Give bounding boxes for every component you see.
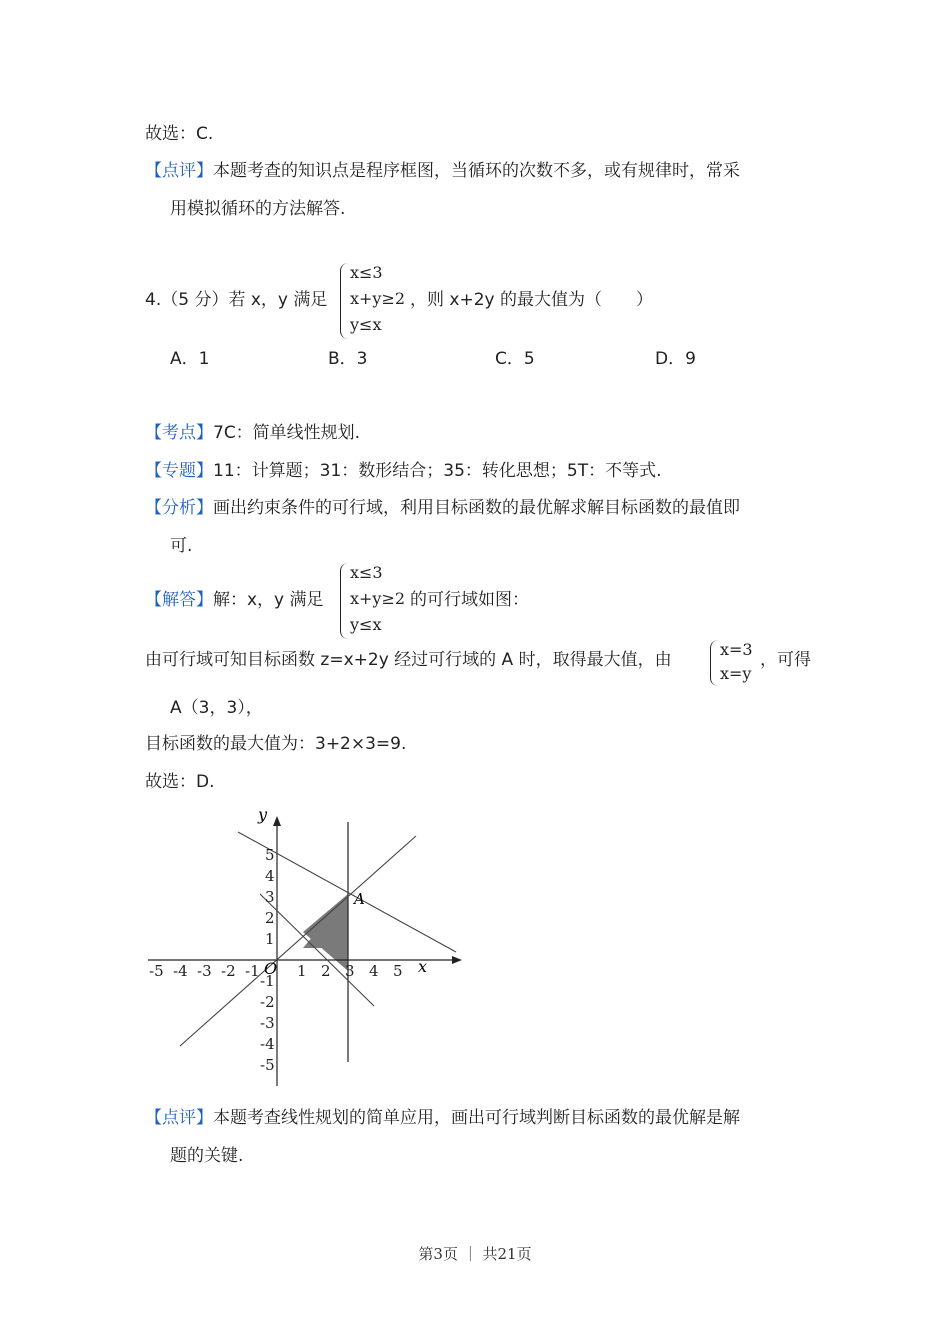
y-tick-label: -4 xyxy=(260,1035,275,1053)
option-c: C．5 xyxy=(495,349,535,369)
y-axis-label: y xyxy=(258,805,268,824)
prev-answer: 故选：C. xyxy=(145,124,214,144)
x-tick-label: 3 xyxy=(345,962,355,980)
constraint-2: x+y≥2 xyxy=(350,289,406,308)
y-tick-label: -2 xyxy=(260,993,275,1011)
constraint-3: y≤x xyxy=(350,315,382,334)
fenxi-cont: 可. xyxy=(170,536,193,556)
jieda-post: 的可行域如图： xyxy=(410,590,529,610)
constraint-1: x≤3 xyxy=(350,563,383,582)
solution-system2 xyxy=(710,640,760,686)
zhuanti-text: 11：计算题；31：数形结合；35：转化思想；5T：不等式. xyxy=(213,461,662,481)
equation-2: x=y xyxy=(720,664,752,683)
question-constraint-system xyxy=(340,263,410,339)
equation-1: x=3 xyxy=(720,640,753,659)
kaodian xyxy=(145,421,360,445)
point-a-label: A xyxy=(354,890,365,908)
origin-label: O xyxy=(264,959,278,978)
prev-review-cont: 用模拟循环的方法解答. xyxy=(170,199,346,219)
x-tick-label: -5 xyxy=(149,962,164,980)
kaodian-text: 7C：简单线性规划. xyxy=(213,423,361,443)
line-y-eq-x xyxy=(180,836,416,1046)
option-a: A．1 xyxy=(170,349,210,369)
y-tick-label: 4 xyxy=(265,867,275,885)
solution-line3: A（3，3）， xyxy=(170,698,263,718)
jieda xyxy=(145,588,324,612)
x-axis-label: x xyxy=(418,957,428,976)
constraint-3: y≤x xyxy=(350,615,382,634)
y-tick-label: -5 xyxy=(260,1056,275,1074)
y-tick-label: 1 xyxy=(265,930,275,948)
brace xyxy=(340,263,349,339)
constraint-2: x+y≥2 xyxy=(350,589,406,608)
y-tick-label: 3 xyxy=(265,888,275,906)
fenxi xyxy=(145,496,740,520)
y-tick-label: -1 xyxy=(260,972,275,990)
solution-constraint-system xyxy=(340,563,410,639)
review-cont: 题的关键. xyxy=(170,1146,244,1166)
page-footer: 第3页 ｜ 共21页 xyxy=(418,1245,532,1263)
x-axis-arrow xyxy=(452,956,462,964)
kaodian-tag: 【考点】 xyxy=(145,423,213,443)
x-tick-label: 2 xyxy=(321,962,331,980)
question-prefix: 4.（5 分）若 x，y 满足 xyxy=(145,290,328,310)
y-tick-label: -3 xyxy=(260,1014,275,1032)
question-suffix: ，则 x+2y 的最大值为（ ） xyxy=(410,290,653,310)
y-tick-label: 5 xyxy=(265,846,275,864)
solution-line4: 目标函数的最大值为：3+2×3=9. xyxy=(145,734,407,754)
solution-line2-post: ，可得 xyxy=(760,650,811,670)
x-tick-label: -1 xyxy=(245,962,260,980)
jieda-tag: 【解答】 xyxy=(145,590,213,610)
review-text: 本题考查的知识点是程序框图，当循环的次数不多，或有规律时，常采 xyxy=(213,161,740,181)
x-tick-label: -2 xyxy=(221,962,236,980)
fenxi-tag: 【分析】 xyxy=(145,498,213,518)
option-d: D．9 xyxy=(655,349,696,369)
x-tick-label: -4 xyxy=(173,962,188,980)
x-tick-label: 5 xyxy=(393,962,403,980)
y-tick-label: 2 xyxy=(265,909,275,927)
brace xyxy=(340,563,349,639)
option-b: B．3 xyxy=(328,349,368,369)
solution-line5: 故选：D. xyxy=(145,772,215,792)
solution-line2: 由可行域可知目标函数 z=x+2y 经过可行域的 A 时，取得最大值，由 xyxy=(145,650,672,670)
zhuanti xyxy=(145,459,662,483)
jieda-pre: 解：x，y 满足 xyxy=(213,590,324,610)
review xyxy=(145,1106,740,1130)
zhuanti-tag: 【专题】 xyxy=(145,461,213,481)
y-axis-arrow xyxy=(273,816,281,826)
brace xyxy=(710,640,719,686)
prev-review xyxy=(145,159,740,183)
constraint-1: x≤3 xyxy=(350,263,383,282)
review-text: 本题考查线性规划的简单应用，画出可行域判断目标函数的最优解是解 xyxy=(213,1108,740,1128)
fenxi-text: 画出约束条件的可行域，利用目标函数的最优解求解目标函数的最值即 xyxy=(213,498,740,518)
x-tick-label: -3 xyxy=(197,962,212,980)
feasible-region-graph xyxy=(140,800,470,1090)
review-tag: 【点评】 xyxy=(145,161,213,181)
x-tick-label: 4 xyxy=(369,962,379,980)
x-tick-label: 1 xyxy=(297,962,307,980)
review-tag: 【点评】 xyxy=(145,1108,213,1128)
